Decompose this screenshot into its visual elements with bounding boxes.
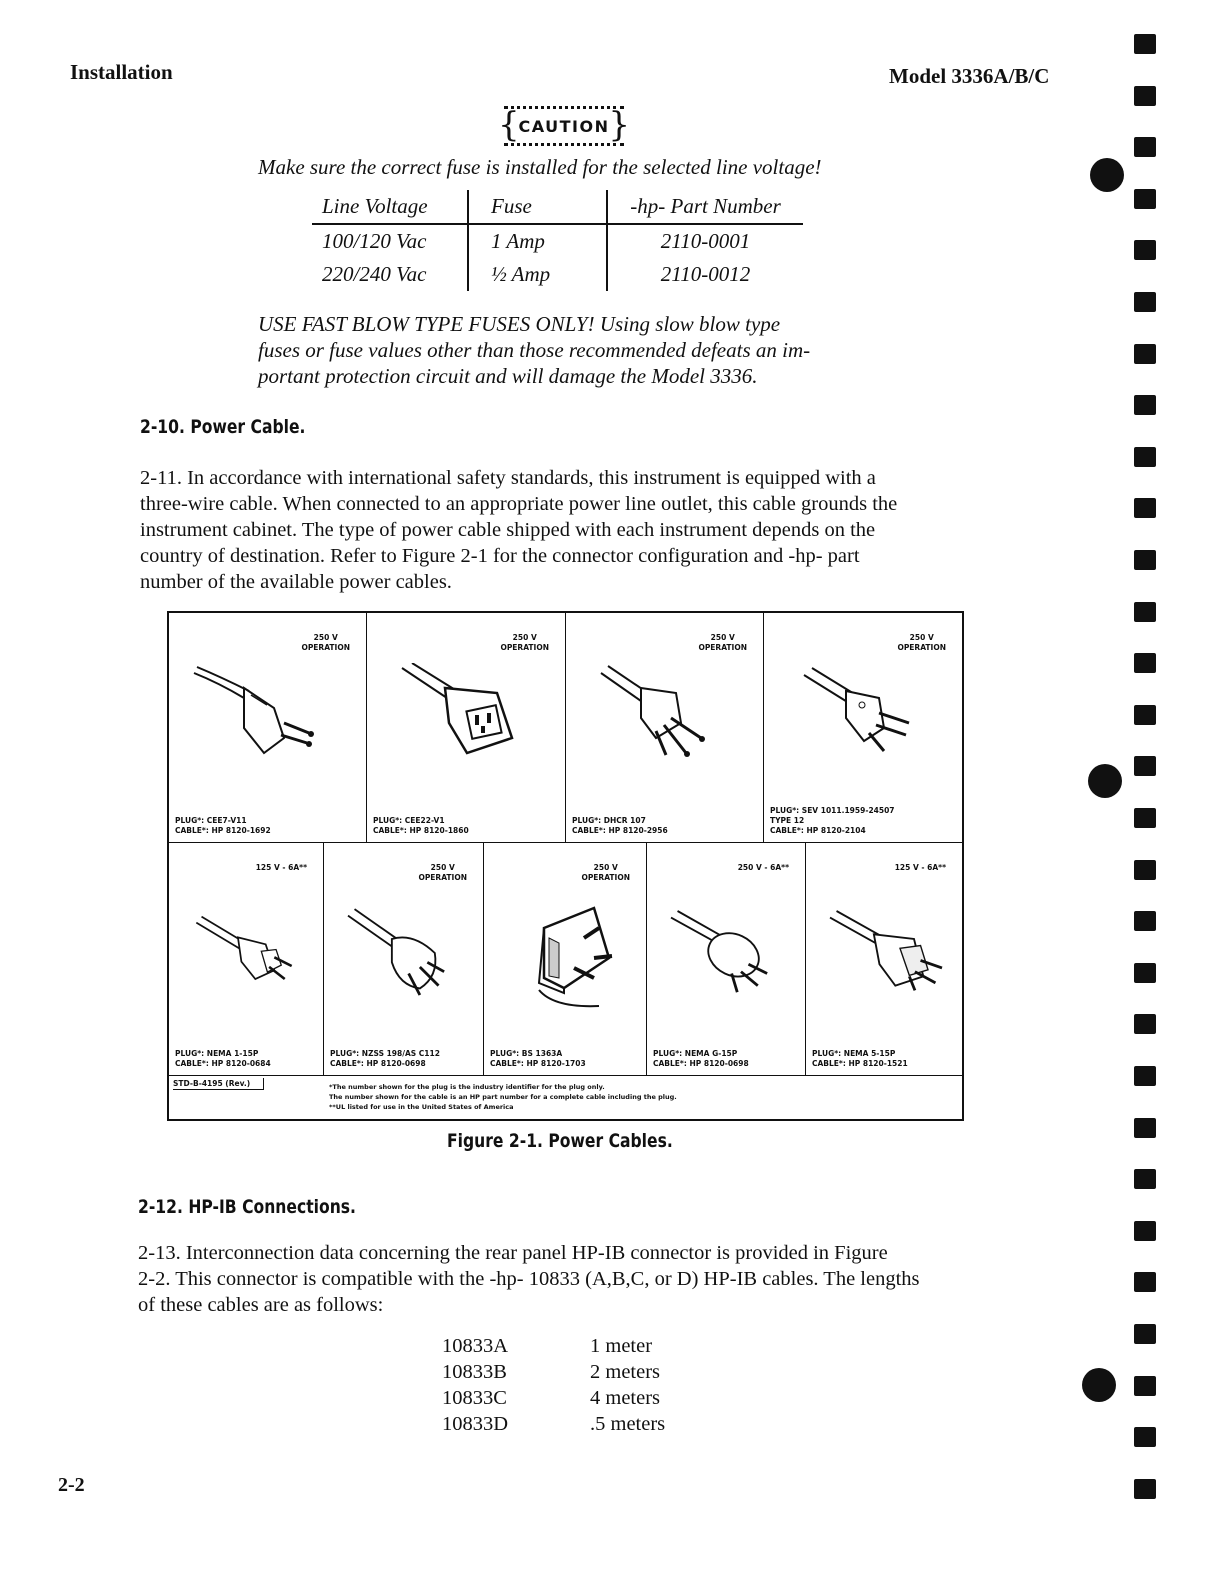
binder-punch-mark — [1134, 137, 1156, 157]
std-number: STD-B-4195 (Rev.) — [173, 1078, 264, 1090]
binder-punch-mark — [1134, 498, 1156, 518]
table-cell: 220/240 Vac — [312, 258, 468, 291]
binder-punch-mark — [1134, 550, 1156, 570]
caution-box — [504, 106, 624, 146]
caution-warning: Make sure the correct fuse is installed for the selected line voltage! — [258, 155, 822, 179]
plug-cell — [764, 613, 962, 843]
paragraph-line: country of destination. Refer to Figure 2-1 for the connector configuration and -hp- part — [140, 545, 860, 567]
plug-cell — [169, 843, 324, 1076]
binder-punch-mark — [1134, 963, 1156, 983]
operation-label: 250 V OPERATION — [418, 863, 467, 882]
notice-line: USE FAST BLOW TYPE FUSES ONLY! Using slow blow type — [258, 312, 781, 336]
footnote: **UL listed for use in the United States of America — [329, 1103, 514, 1111]
paragraph-line: 2-13. Interconnection data concerning the rear panel HP-IB connector is provided in Figure — [138, 1242, 888, 1264]
plug-spec: PLUG*: CEE22-V1 — [373, 816, 445, 825]
list-item: 10833C 4 meters — [442, 1387, 661, 1409]
plug-cell — [169, 613, 367, 843]
binder-punch-mark — [1134, 1376, 1156, 1396]
plug-cell — [367, 613, 566, 843]
cable-spec: CABLE*: HP 8120-0698 — [653, 1059, 749, 1068]
plug-spec: PLUG*: NEMA G-15P — [653, 1049, 738, 1058]
operation-label: 250 V OPERATION — [897, 633, 946, 652]
binder-punch-mark — [1134, 344, 1156, 364]
plug-nema-6-15p-illustration — [657, 903, 797, 1003]
plug-cell — [566, 613, 764, 843]
list-item: 10833D .5 meters — [442, 1413, 666, 1435]
figure-power-cables — [167, 611, 964, 1121]
operation-label: 250 V - 6A** — [737, 863, 789, 872]
notice-line: portant protection circuit and will damage the Model 3336. — [258, 364, 758, 388]
paragraph-2-11 — [140, 465, 897, 595]
binder-punch-mark — [1134, 1014, 1156, 1034]
footnote: *The number shown for the plug is the industry identifier for the plug only. — [329, 1083, 605, 1091]
binder-hole — [1090, 158, 1124, 192]
fuse-table — [312, 190, 803, 291]
table-cell: 1 Amp — [468, 224, 607, 258]
binder-punch-mark — [1134, 86, 1156, 106]
paragraph-line: three-wire cable. When connected to an appropriate power line outlet, this cable grounds the — [140, 493, 898, 515]
paragraph-line: 2-2. This connector is compatible with the -hp- 10833 (A,B,C, or D) HP-IB cables. The lengths — [138, 1268, 920, 1290]
plug-cee7-v11-illustration — [189, 663, 339, 763]
plug-spec: PLUG*: DHCR 107 — [572, 816, 646, 825]
binder-punch-mark — [1134, 447, 1156, 467]
figure-notes — [169, 1076, 962, 1119]
table-cell: ½ Amp — [468, 258, 607, 291]
operation-label: 250 V OPERATION — [500, 633, 549, 652]
table-cell: 100/120 Vac — [312, 224, 468, 258]
binder-punch-mark — [1134, 395, 1156, 415]
paragraph-line: 2-11. In accordance with international safety standards, this instrument is equipped with a — [140, 467, 876, 489]
binder-punch-mark — [1134, 1324, 1156, 1344]
binder-punch-mark — [1134, 756, 1156, 776]
cable-spec: CABLE*: HP 8120-2956 — [572, 826, 668, 835]
plug-spec: PLUG*: SEV 1011.1959-24507 — [770, 806, 895, 815]
table-header: -hp- Part Number — [607, 190, 803, 224]
table-cell: 2110-0001 — [660, 229, 751, 253]
plug-spec: PLUG*: BS 1363A — [490, 1049, 563, 1058]
cable-spec: CABLE*: HP 8120-1860 — [373, 826, 469, 835]
binder-hole — [1082, 1368, 1116, 1402]
plug-bs-1363a-illustration — [504, 898, 634, 1013]
binder-punch-mark — [1134, 34, 1156, 54]
table-row — [312, 258, 803, 291]
plug-type: TYPE 12 — [770, 816, 805, 825]
caution-label: { CAUTION — [518, 116, 610, 136]
binder-punch-mark — [1134, 808, 1156, 828]
footnote: The number shown for the cable is an HP part number for a complete cable including the plug. — [329, 1093, 677, 1101]
binder-punch-mark — [1134, 1066, 1156, 1086]
binder-punch-mark — [1134, 911, 1156, 931]
plug-nema-1-15p-illustration — [179, 903, 309, 1003]
operation-label: 250 V OPERATION — [698, 633, 747, 652]
plug-nema-5-15p-illustration — [816, 903, 956, 1003]
binder-punch-mark — [1134, 189, 1156, 209]
table-header: Line Voltage — [312, 190, 468, 224]
binder-punch-mark — [1134, 705, 1156, 725]
cable-spec: CABLE*: HP 8120-1521 — [812, 1059, 908, 1068]
binder-punch-mark — [1134, 1479, 1156, 1499]
paragraph-line: of these cables are as follows: — [138, 1294, 384, 1316]
paragraph-line: instrument cabinet. The type of power cable shipped with each instrument depends on the — [140, 519, 876, 541]
binder-punch-mark — [1134, 1118, 1156, 1138]
list-item: 10833A 1 meter — [442, 1335, 653, 1357]
plug-spec: PLUG*: NEMA 1-15P — [175, 1049, 259, 1058]
binder-punch-mark — [1134, 653, 1156, 673]
page-number: 2-2 — [58, 1474, 85, 1496]
table-row — [312, 224, 803, 258]
cable-spec: CABLE*: HP 8120-1692 — [175, 826, 271, 835]
operation-label: 250 V OPERATION — [581, 863, 630, 882]
plug-cell — [484, 843, 647, 1076]
binder-hole — [1088, 764, 1122, 798]
cable-spec: CABLE*: HP 8120-0698 — [330, 1059, 426, 1068]
cable-spec: CABLE*: HP 8120-0684 — [175, 1059, 271, 1068]
plug-spec: PLUG*: NEMA 5-15P — [812, 1049, 896, 1058]
plug-cell — [324, 843, 484, 1076]
binder-punch-mark — [1134, 240, 1156, 260]
plug-spec: PLUG*: NZSS 198/AS C112 — [330, 1049, 440, 1058]
operation-label: 125 V - 6A** — [894, 863, 946, 872]
caution-notice — [258, 311, 810, 389]
operation-label: 250 V OPERATION — [301, 633, 350, 652]
table-header: Fuse — [468, 190, 607, 224]
list-item: 10833B 2 meters — [442, 1361, 661, 1383]
plug-nzss-198-illustration — [334, 903, 474, 1003]
section-heading-hpib: 2-12. HP-IB Connections. — [138, 1196, 356, 1218]
cable-spec: CABLE*: HP 8120-1703 — [490, 1059, 586, 1068]
plug-cell — [647, 843, 806, 1076]
notice-line: fuses or fuse values other than those recommended defeats an im- — [258, 338, 811, 362]
cable-spec: CABLE*: HP 8120-2104 — [770, 826, 866, 835]
cable-length-list — [442, 1333, 665, 1437]
plug-cell — [806, 843, 962, 1076]
operation-label: 125 V - 6A** — [255, 863, 307, 872]
section-heading-power-cable: 2-10. Power Cable. — [140, 416, 306, 438]
table-cell: 2110-0012 — [660, 262, 751, 286]
figure-caption: Figure 2-1. Power Cables. — [447, 1130, 673, 1152]
plug-dhcr-107-illustration — [586, 663, 736, 763]
binder-punch-mark — [1134, 860, 1156, 880]
binder-punch-mark — [1134, 1272, 1156, 1292]
running-header-right: Model 3336A/B/C — [889, 64, 1050, 88]
paragraph-line: number of the available power cables. — [140, 571, 452, 593]
plug-cee22-v1-illustration — [387, 663, 537, 763]
plug-spec: PLUG*: CEE7-V11 — [175, 816, 247, 825]
paragraph-2-13 — [138, 1240, 920, 1318]
binder-punch-mark — [1134, 1221, 1156, 1241]
plug-sev-1011-illustration — [784, 663, 934, 763]
binder-punch-mark — [1134, 602, 1156, 622]
binder-punch-mark — [1134, 1427, 1156, 1447]
binder-punch-mark — [1134, 292, 1156, 312]
running-header-left: Installation — [70, 60, 173, 84]
binder-punch-mark — [1134, 1169, 1156, 1189]
